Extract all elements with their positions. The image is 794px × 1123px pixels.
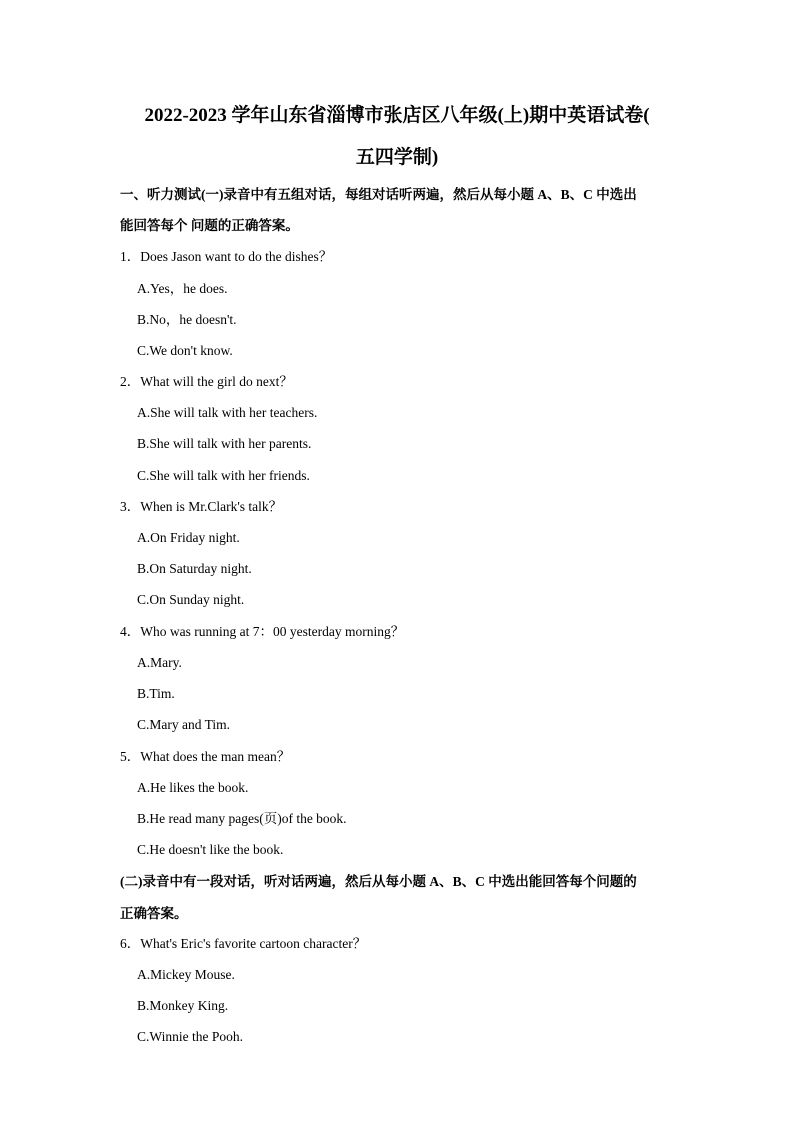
page-title-line-1: 2022-2023 学年山东省淄博市张店区八年级(上)期中英语试卷( [144,105,650,126]
question-5-option-c: C.He doesn't like the book. [137,842,284,857]
section-1-instruction-line-1: 一、听力测试(一)录音中有五组对话，每组对话听两遍，然后从每小题 A、B、C 中选出 [120,187,637,202]
question-6-option-b: B.Monkey King. [137,998,229,1013]
question-1-option-b: B.No，he doesn't. [137,312,237,327]
question-2-option-b: B.She will talk with her parents. [137,436,312,451]
question-1-stem: 1．Does Jason want to do the dishes？ [120,249,333,264]
question-6-option-a: A.Mickey Mouse. [137,967,235,982]
question-3-option-b: B.On Saturday night. [137,561,252,576]
question-2-stem: 2．What will the girl do next？ [120,374,293,389]
question-1-option-a: A.Yes，he does. [137,281,228,296]
question-3-option-c: C.On Sunday night. [137,592,245,607]
question-6-stem: 6．What's Eric's favorite cartoon character？ [120,936,367,951]
question-5-option-a: A.He likes the book. [137,780,249,795]
section-2-instruction-line-2: 正确答案。 [120,906,188,921]
section-1-instruction-line-2: 能回答每个 问题的正确答案。 [120,218,299,233]
question-4-stem: 4．Who was running at 7：00 yesterday morning？ [120,624,405,639]
section-2-instruction-line-1: (二)录音中有一段对话，听对话两遍，然后从每小题 A、B、C 中选出能回答每个问题的 [120,874,637,889]
question-5-stem: 5．What does the man mean？ [120,749,291,764]
question-1-option-c: C.We don't know. [137,343,233,358]
question-4-option-c: C.Mary and Tim. [137,717,231,732]
question-2-option-c: C.She will talk with her friends. [137,468,310,483]
question-2-option-a: A.She will talk with her teachers. [137,405,318,420]
question-4-option-a: A.Mary. [137,655,182,670]
question-3-option-a: A.On Friday night. [137,530,240,545]
question-4-option-b: B.Tim. [137,686,175,701]
question-5-option-b: B.He read many pages(页)of the book. [137,811,347,826]
page-title-line-2: 五四学制) [355,147,439,168]
question-6-option-c: C.Winnie the Pooh. [137,1029,243,1044]
question-3-stem: 3．When is Mr.Clark's talk？ [120,499,283,514]
